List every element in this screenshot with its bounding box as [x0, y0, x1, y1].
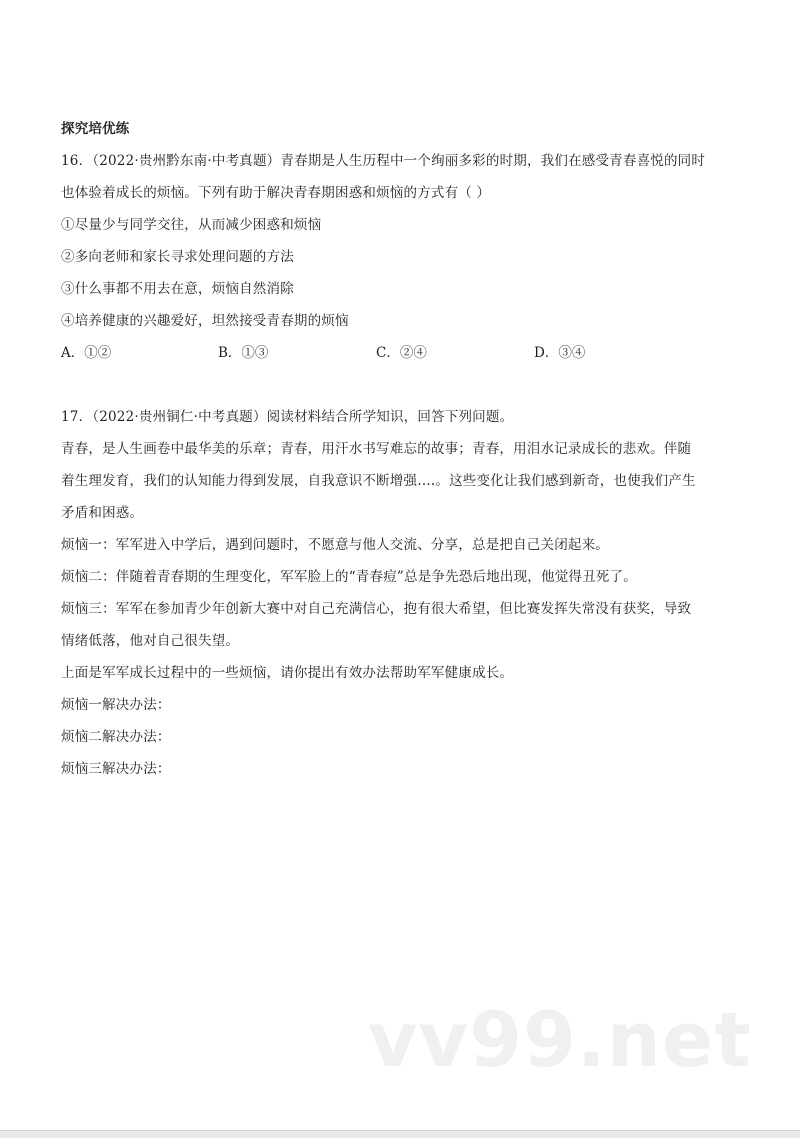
q17-answer-1-label: 烦恼一解决办法：	[61, 697, 171, 713]
q16-option-a: A．①②	[61, 345, 112, 361]
q17-trouble-2: 烦恼二：伴随着青春期的生理变化，军军脸上的“青春痘”总是争先恐后地出现，他觉得丑死了。	[61, 569, 637, 585]
q16-item-4: ④培养健康的兴趣爱好，坦然接受青春期的烦恼	[61, 313, 349, 329]
watermark: vv99.net	[368, 995, 752, 1084]
q17-answer-3-label: 烦恼三解决办法：	[61, 761, 171, 777]
q16-option-d: D．③④	[534, 345, 586, 361]
q16-option-c: C．②④	[376, 345, 427, 361]
q17-material-line-3: 矛盾和困惑。	[61, 505, 144, 521]
q17-answer-2-label: 烦恼二解决办法：	[61, 729, 171, 745]
q17-prompt: 上面是军军成长过程中的一些烦恼，请你提出有效办法帮助军军健康成长。	[61, 665, 514, 681]
q17-trouble-3-line-2: 情绪低落，他对自己很失望。	[61, 633, 240, 649]
q17-stem: 17．（2022·贵州铜仁·中考真题）阅读材料结合所学知识，回答下列问题。	[61, 409, 514, 425]
q16-option-b: B．①③	[218, 345, 269, 361]
q16-item-2: ②多向老师和家长寻求处理问题的方法	[61, 249, 294, 265]
q17-material-line-2: 着生理发育，我们的认知能力得到发展，自我意识不断增强….。这些变化让我们感到新奇，也使我们产生	[61, 473, 696, 489]
q16-item-1: ①尽量少与同学交往，从而减少困惑和烦恼	[61, 217, 322, 233]
q17-material-line-1: 青春，是人生画卷中最华美的乐章；青春，用汗水书写难忘的故事；青春，用泪水记录成长的悲欢。伴随	[61, 441, 692, 457]
q16-stem-line-1: 16．（2022·贵州黔东南·中考真题）青春期是人生历程中一个绚丽多彩的时期，我们在感受青春喜悦的同时	[61, 153, 706, 169]
q16-item-3: ③什么事都不用去在意，烦恼自然消除	[61, 281, 294, 297]
q16-stem-line-2: 也体验着成长的烦恼。下列有助于解决青春期困惑和烦恼的方式有（ ）	[61, 185, 491, 201]
q17-trouble-3-line-1: 烦恼三：军军在参加青少年创新大赛中对自己充满信心，抱有很大希望，但比赛发挥失常没有获奖，导致	[61, 601, 692, 617]
section-heading: 探究培优练	[61, 121, 130, 137]
q17-trouble-1: 烦恼一：军军进入中学后，遇到问题时，不愿意与他人交流、分享，总是把自己关闭起来。	[61, 537, 609, 553]
